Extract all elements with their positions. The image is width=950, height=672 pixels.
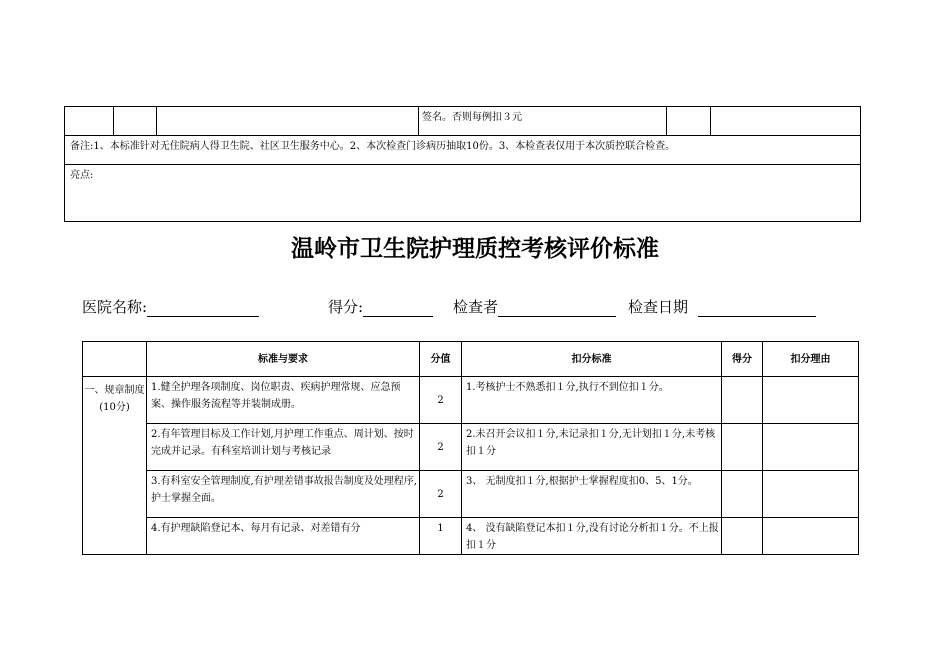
hospital-name-field bbox=[82, 296, 259, 317]
category-cell: 一、规章制度(10分) bbox=[83, 377, 147, 555]
inspector-label: 检查者 bbox=[453, 298, 499, 316]
signature-row bbox=[65, 107, 861, 136]
reason-input-cell[interactable] bbox=[763, 518, 859, 555]
points-cell: 2 bbox=[420, 471, 462, 518]
score-label: 得分: bbox=[328, 298, 364, 316]
inspector-blank bbox=[498, 300, 616, 317]
deduction-cell: 4、 没有缺陷登记本扣１分,没有讨论分析扣１分。不上报扣１分 bbox=[462, 518, 722, 555]
table-row bbox=[83, 377, 859, 424]
empty-cell bbox=[667, 107, 711, 136]
header-category bbox=[83, 342, 147, 377]
score-input-cell[interactable] bbox=[722, 471, 763, 518]
document-title: 温岭市卫生院护理质控考核评价标准 bbox=[291, 236, 659, 262]
table-row bbox=[83, 424, 859, 471]
points-cell: 2 bbox=[420, 377, 462, 424]
table-header-row bbox=[83, 342, 859, 377]
date-label: 检查日期 bbox=[628, 298, 689, 316]
score-input-cell[interactable] bbox=[722, 377, 763, 424]
reason-input-cell[interactable] bbox=[763, 377, 859, 424]
empty-cell bbox=[114, 107, 157, 136]
reason-input-cell[interactable] bbox=[763, 424, 859, 471]
table-row bbox=[83, 518, 859, 555]
previous-table-fragment bbox=[64, 106, 861, 222]
requirement-cell: 2.有年管理目标及工作计划,月护理工作重点、周计划、按时完成并记录。有科室培训计划与考核记录 bbox=[147, 424, 420, 471]
reason-input-cell[interactable] bbox=[763, 471, 859, 518]
remark-row bbox=[65, 136, 861, 165]
inspector-field bbox=[453, 296, 616, 317]
score-blank bbox=[363, 300, 433, 317]
deduction-cell: 3、 无制度扣１分,根据护士掌握程度扣0、5、1分。 bbox=[462, 471, 722, 518]
deduction-cell: 2.未召开会议扣１分,未记录扣１分,无计划扣１分,未考核扣１分 bbox=[462, 424, 722, 471]
header-points: 分值 bbox=[420, 342, 462, 377]
header-score: 得分 bbox=[722, 342, 763, 377]
date-blank bbox=[698, 300, 816, 317]
score-input-cell[interactable] bbox=[722, 518, 763, 555]
points-cell: 2 bbox=[420, 424, 462, 471]
remark-text: 备注:1、本标准针对无住院病人得卫生院、社区卫生服务中心。2、本次检查门诊病历抽取10份。3、本检查表仅用于本次质控联合检查。 bbox=[65, 136, 861, 165]
signature-note: 签名。否则每例扣３元 bbox=[419, 107, 667, 136]
score-field bbox=[328, 296, 433, 317]
header-deduction-criteria: 扣分标准 bbox=[462, 342, 722, 377]
requirement-cell: 4.有护理缺陷登记本、每月有记录、对差错有分 bbox=[147, 518, 420, 555]
score-input-cell[interactable] bbox=[722, 424, 763, 471]
deduction-cell: 1.考核护士不熟悉扣１分,执行不到位扣１分。 bbox=[462, 377, 722, 424]
requirement-cell: 1.健全护理各项制度、岗位职责、疾病护理常规、应急预案、操作服务流程等并装制成册。 bbox=[147, 377, 420, 424]
hospital-name-label: 医院名称: bbox=[82, 298, 148, 316]
highlights-row bbox=[65, 165, 861, 222]
highlights-label: 亮点: bbox=[65, 165, 861, 222]
points-cell: 1 bbox=[420, 518, 462, 555]
empty-cell bbox=[711, 107, 861, 136]
date-field bbox=[628, 296, 816, 317]
empty-cell bbox=[157, 107, 419, 136]
requirement-cell: 3.有科室安全管理制度,有护理差错事故报告制度及处理程序,护士掌握全面。 bbox=[147, 471, 420, 518]
table-row bbox=[83, 471, 859, 518]
hospital-name-blank bbox=[147, 300, 259, 317]
evaluation-table bbox=[82, 341, 859, 555]
header-requirement: 标准与要求 bbox=[147, 342, 420, 377]
header-deduction-reason: 扣分理由 bbox=[763, 342, 859, 377]
empty-cell bbox=[65, 107, 114, 136]
